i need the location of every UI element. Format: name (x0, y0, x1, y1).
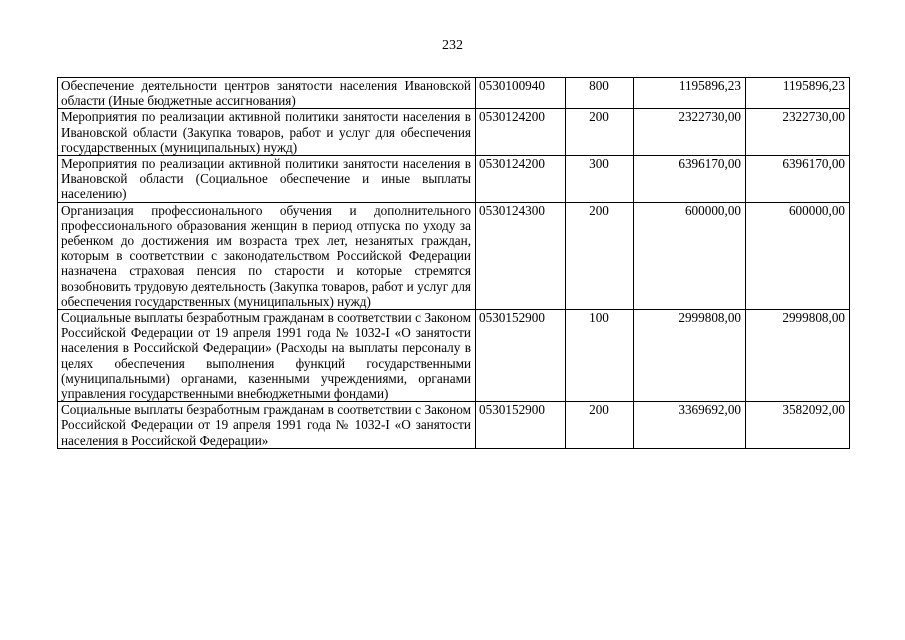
row-type-cell: 200 (566, 402, 634, 449)
table-row (58, 202, 850, 309)
row-type-cell: 200 (566, 202, 634, 309)
row-code-cell: 0530124200 (476, 109, 566, 156)
row-sum2-cell: 1195896,23 (746, 78, 850, 109)
row-type-cell: 200 (566, 109, 634, 156)
row-sum1-cell: 6396170,00 (634, 156, 746, 203)
row-sum2-cell: 3582092,00 (746, 402, 850, 449)
row-name-cell: Социальные выплаты безработным гражданам в соответствии с Законом Российской Федерации от 19 апреля 1991 года № 1032-I «О занятости населения в Российской Федерации» (Расходы на выплаты персоналу в целях обеспечения выполнения функций государственными (муниципальными) органами, казенными учреждениями, органами управления государственными внебюджетными фондами) (58, 310, 476, 402)
row-sum1-cell: 2999808,00 (634, 310, 746, 402)
table-row (58, 402, 850, 449)
table-row (58, 109, 850, 156)
row-name-cell: Социальные выплаты безработным гражданам в соответствии с Законом Российской Федерации от 19 апреля 1991 года № 1032-I «О занятости населения в Российской Федерации» (58, 402, 476, 449)
row-sum2-cell: 2999808,00 (746, 310, 850, 402)
row-code-cell: 0530124200 (476, 156, 566, 203)
row-sum2-cell: 6396170,00 (746, 156, 850, 203)
table-row (58, 156, 850, 203)
row-sum2-cell: 600000,00 (746, 202, 850, 309)
row-sum2-cell: 2322730,00 (746, 109, 850, 156)
row-code-cell: 0530152900 (476, 402, 566, 449)
row-sum1-cell: 1195896,23 (634, 78, 746, 109)
row-name-cell: Мероприятия по реализации активной политики занятости населения в Ивановской области (Социальное обеспечение и иные выплаты населению) (58, 156, 476, 203)
row-type-cell: 800 (566, 78, 634, 109)
row-type-cell: 300 (566, 156, 634, 203)
row-name-cell: Мероприятия по реализации активной политики занятости населения в Ивановской области (Закупка товаров, работ и услуг для обеспечения государственных (муниципальных) нужд) (58, 109, 476, 156)
row-name-cell: Организация профессионального обучения и дополнительного профессионального образования женщин в период отпуска по уходу за ребенком до достижения им возраста трех лет, незанятых граждан, которым в соответствии с законодательством Российской Федерации назначена страховая пенсия по старости и которые стремятся возобновить трудовую деятельность (Закупка товаров, работ и услуг для обеспечения государственных (муниципальных) нужд) (58, 202, 476, 309)
page-number: 232 (442, 38, 463, 53)
row-type-cell: 100 (566, 310, 634, 402)
row-sum1-cell: 3369692,00 (634, 402, 746, 449)
row-code-cell: 0530124300 (476, 202, 566, 309)
table-row (58, 78, 850, 109)
row-name-cell: Обеспечение деятельности центров занятости населения Ивановской области (Иные бюджетные ассигнования) (58, 78, 476, 109)
budget-table (57, 77, 850, 449)
table-row (58, 310, 850, 402)
row-sum1-cell: 2322730,00 (634, 109, 746, 156)
row-code-cell: 0530100940 (476, 78, 566, 109)
row-code-cell: 0530152900 (476, 310, 566, 402)
row-sum1-cell: 600000,00 (634, 202, 746, 309)
